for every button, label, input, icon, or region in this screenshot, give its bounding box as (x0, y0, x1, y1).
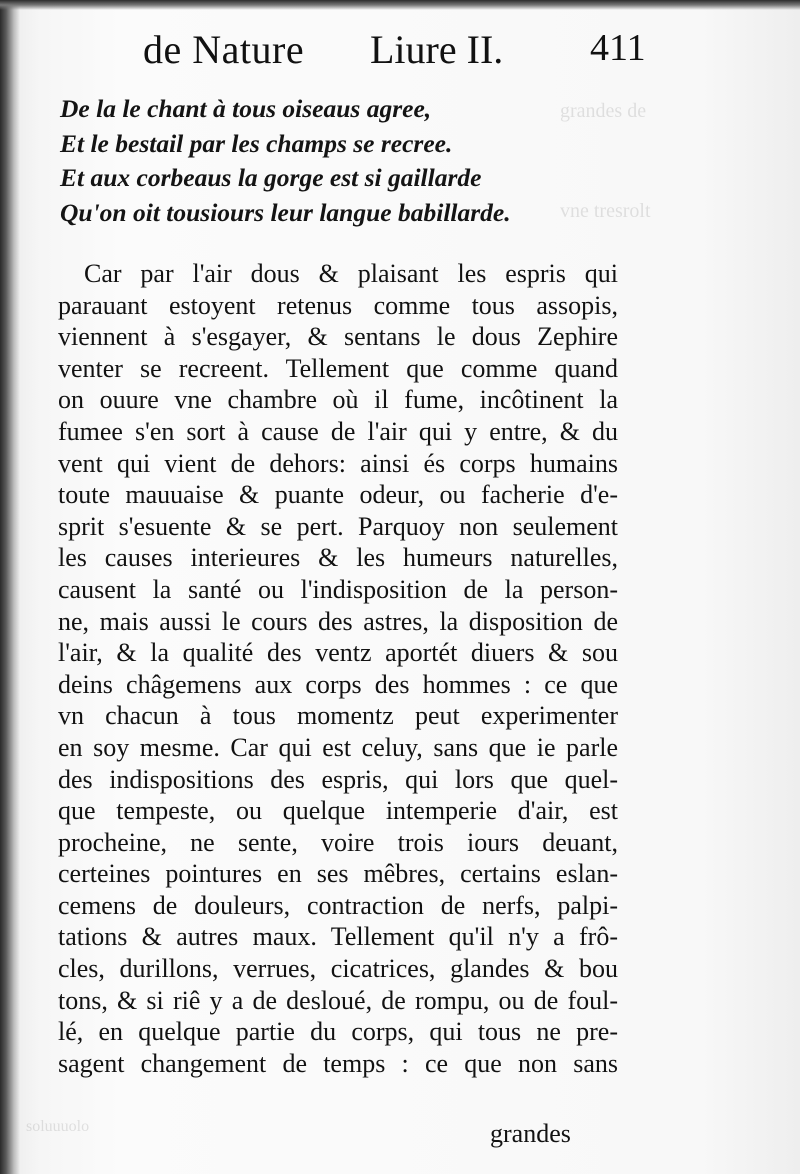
book-spine-shadow (0, 0, 20, 1174)
verse-block (60, 92, 620, 230)
prose-line: venter se recreent. Tellement que comme quand (58, 353, 618, 383)
prose-line: sagent changement de temps : ce que non sans (58, 1048, 618, 1078)
show-through-text: vne tresrolt (560, 200, 651, 222)
catchword: grandes (490, 1119, 571, 1148)
prose-line: Car par l'air dous & plaisant les espris qui (84, 259, 618, 288)
prose-paragraph (58, 258, 618, 1079)
verse-line: Et le bestail par les champs se recree. (60, 128, 453, 158)
verse-line: Qu'on oit tousiours leur langue babillarde. (60, 197, 511, 227)
prose-line: fumee s'en sort à cause de l'air qui y entre, & du (58, 416, 618, 446)
prose-line: lé, en quelque partie du corps, qui tous ne pre- (58, 1017, 618, 1047)
prose-line: certeines pointures en ses mêbres, certains eslan- (58, 859, 618, 889)
prose-line: viennent à s'esgayer, & sentans le dous Zephire (58, 322, 618, 352)
prose-line: sprit s'esuente & se pert. Parquoy non seulement (58, 511, 618, 541)
book-number: Liure II. (370, 27, 504, 72)
prose-line: on ouure vne chambre où il fume, incôtinent la (58, 385, 618, 415)
show-through-text: soluuuolo (26, 1118, 90, 1135)
prose-line: tons, & si riê y a de desloué, de rompu, ou de foul- (58, 985, 618, 1015)
prose-line: vn chacun à tous momentz peut experimenter (58, 701, 618, 731)
prose-line: les causes interieures & les humeurs naturelles, (58, 543, 618, 573)
prose-line: que tempeste, ou quelque intemperie d'air, est (58, 796, 618, 826)
prose-line: toute mauuaise & puante odeur, ou facherie d'e- (58, 480, 618, 510)
prose-line: cemens de douleurs, contraction de nerfs, palpi- (58, 890, 618, 920)
running-header (0, 26, 800, 76)
verse-line: Et aux corbeaus la gorge est si gaillarde (60, 163, 482, 192)
page-top-edge (0, 0, 800, 10)
show-through-text: grandes de (560, 100, 647, 122)
page-number: 411 (590, 27, 646, 69)
prose-line: cles, durillons, verrues, cicatrices, glandes & bou (58, 954, 618, 984)
prose-line: ne, mais aussi le cours des astres, la disposition de (58, 606, 618, 636)
running-title: de Nature (143, 27, 305, 72)
prose-line: deins châgemens aux corps des hommes : ce que (58, 669, 618, 699)
prose-line: vent qui vient de dehors: ainsi és corps humains (58, 448, 618, 478)
prose-line: tations & autres maux. Tellement qu'il n'y a frô- (58, 922, 618, 952)
prose-line: procheine, ne sente, voire trois iours deuant, (58, 827, 618, 857)
prose-line: l'air, & la qualité des ventz aportét diuers & sou (58, 638, 618, 668)
prose-line: parauant estoyent retenus comme tous assopis, (58, 290, 618, 320)
verse-line: De la le chant à tous oiseaus agree, (60, 94, 432, 123)
prose-line: des indispositions des espris, qui lors que quel- (58, 764, 618, 794)
prose-line: causent la santé ou l'indisposition de la person- (58, 574, 618, 604)
prose-line: en soy mesme. Car qui est celuy, sans que ie parle (58, 732, 618, 762)
